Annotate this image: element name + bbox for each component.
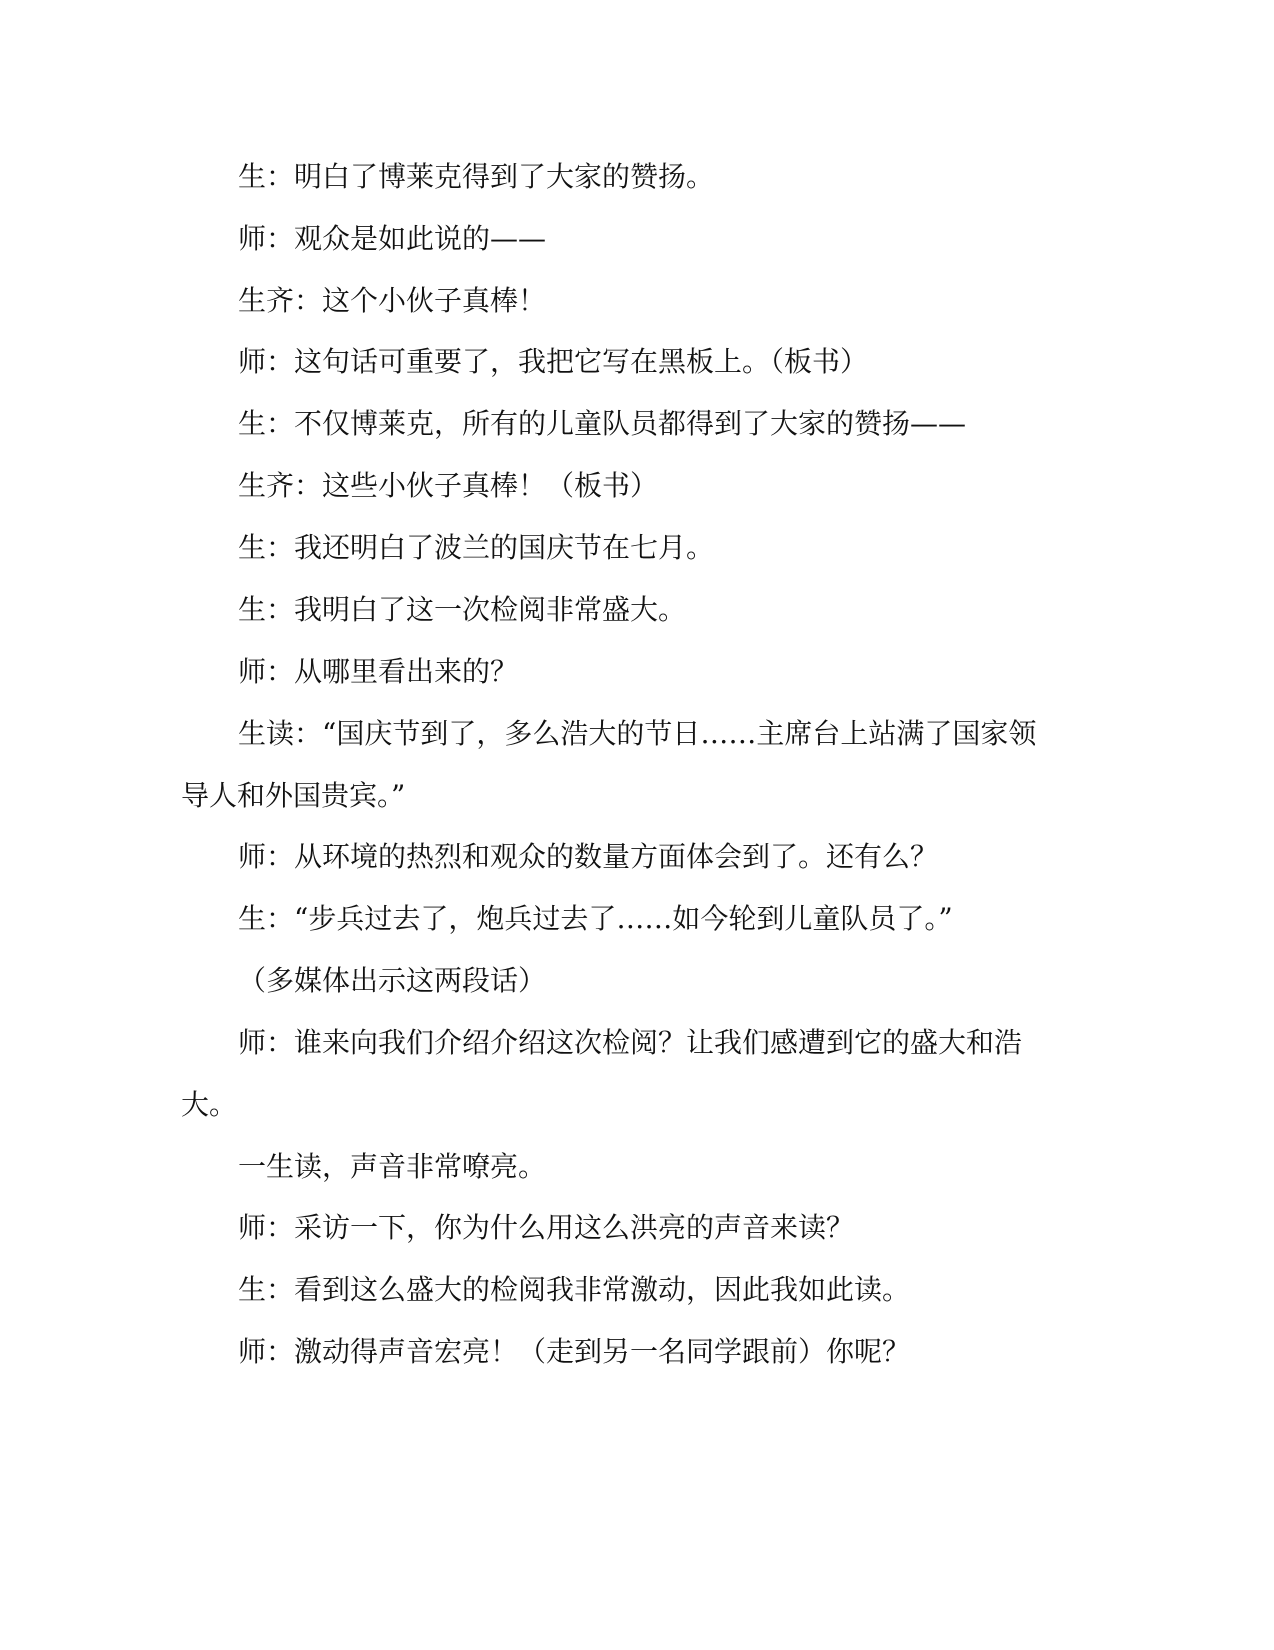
text-line: 大。 [181,1088,238,1121]
text-line: 生：看到这么盛大的检阅我非常激动，因此我如此读。 [238,1273,911,1306]
text-line: 师：谁来向我们介绍介绍这次检阅？让我们感遭到它的盛大和浩 [238,1026,1023,1059]
text-line: 生：我还明白了波兰的国庆节在七月。 [238,531,715,564]
text-line: 师：这句话可重要了，我把它写在黑板上。（板书） [238,345,869,378]
text-line: （多媒体出示这两段话） [238,964,547,997]
text-line: 师：观众是如此说的—— [238,222,547,255]
text-line: 生：“步兵过去了，炮兵过去了……如今轮到儿童队员了。” [238,902,953,935]
text-line: 一生读，声音非常嘹亮。 [238,1150,547,1183]
text-line: 师：激动得声音宏亮！（走到另一名同学跟前）你呢？ [238,1335,911,1368]
text-line: 生：不仅博莱克，所有的儿童队员都得到了大家的赞扬—— [238,407,967,440]
text-line: 师：从环境的热烈和观众的数量方面体会到了。还有么？ [238,840,939,873]
text-line: 导人和外国贵宾。” [181,779,406,812]
text-line: 生读：“国庆节到了，多么浩大的节日……主席台上站满了国家领 [238,717,1037,750]
text-line: 生：我明白了这一次检阅非常盛大。 [238,593,687,626]
text-line: 生齐：这些小伙子真棒！（板书） [238,469,659,502]
text-line: 师：采访一下，你为什么用这么洪亮的声音来读？ [238,1211,855,1244]
text-line: 生齐：这个小伙子真棒！ [238,284,547,317]
text-line: 生：明白了博莱克得到了大家的赞扬。 [238,160,715,193]
text-line: 师：从哪里看出来的？ [238,655,519,688]
